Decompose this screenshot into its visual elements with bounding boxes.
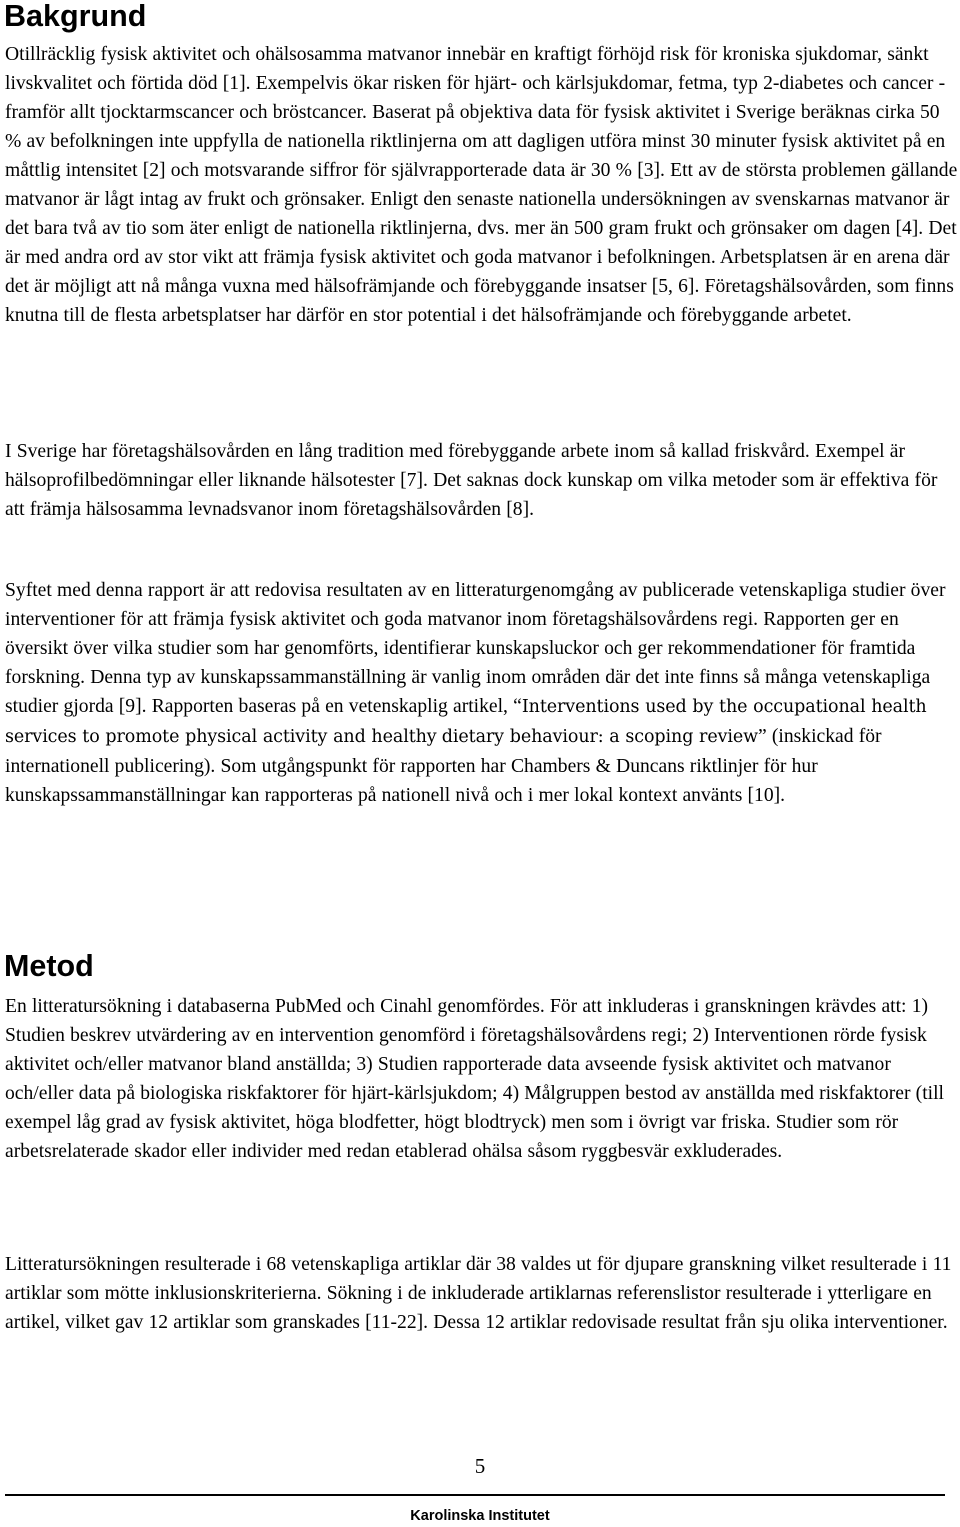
footer-divider — [5, 1494, 945, 1496]
background-paragraph-1: Otillräcklig fysisk aktivitet och ohälsosamma matvanor innebär en kraftigt förhöjd risk för kroniska sjukdomar, sänkt livskvalitet och förtida död [1]. Exempelvis ökar risken för hjärt- och kärlsjukdomar, fetma, typ 2-diabetes och cancer - framför allt tjocktarmscancer och bröstcancer. Baserat på objektiva data för fysisk aktivitet i Sverige beräknas cirka 50 % av befolkningen inte uppfylla de nationella riktlinjerna om att dagligen utföra minst 30 minuter fysisk aktivitet på en måttlig intensitet [2] och motsvarande siffror för självrapporterade data är 30 % [3]. Ett av de största problemen gällande matvanor är lågt intag av frukt och grönsaker. Enligt den senaste nationella undersökningen av svenskarnas matvanor är det bara två av tio som äter enligt de nationella riktlinjerna, dvs. mer än 500 gram frukt och grönsaker om dagen [4]. Det är med andra ord av stor vikt att främja fysisk aktivitet och goda matvanor i befolkningen. Arbetsplatsen är en arena där det är möjligt att nå många vuxna med hälsofrämjande och förebyggande insatser [5, 6]. Företagshälsovården, som finns knutna till de flesta arbetsplatser har därför en stor potential i det hälsofrämjande och förebyggande arbetet. — [5, 44, 958, 326]
background-paragraph-2: I Sverige har företagshälsovården en lång tradition med förebyggande arbete inom så kallad friskvård. Exempel är hälsoprofilbedömningar eller liknande hälsotester [7]. Det saknas dock kunskap om vilka metoder som är effektiva för att främja hälsosamma levnadsvanor inom företagshälsovården [8]. — [5, 441, 938, 520]
paragraph-text: Syftet med denna rapport är att redovisa resultaten av en litteraturgenomgång av publicerade vetenskapliga studier över interventioner för att främja fysisk aktivitet och goda matvanor inom företagshälsovårdens regi. Rapporten ger en översikt över vilka studier som har genomförts, identifierar kunskapsluckor och ger rekommendationer för framtida forskning. Denna typ av kunskapssammanställning är vanlig inom områden där det inte finns så många vetenskapliga studier gjorda [9]. Rapporten baseras på en vetenskaplig artikel, “ — [5, 580, 946, 717]
article-title-part-2: dietary behaviour: a scoping review — [441, 727, 759, 747]
heading-bakgrund: Bakgrund — [4, 0, 147, 33]
article-title-part-1: Interventions used by the occupational health services to promote physical activity and healthy — [5, 697, 927, 747]
page-number: 5 — [474, 1454, 486, 1478]
heading-metod: Metod — [4, 949, 94, 983]
paragraph-text: ” (inskickad för internationell publicering). Som utgångspunkt för rapporten har Chambers & Duncans riktlinjer för hur kunskapssammanställningar kan rapporteras på nationell nivå och i mer lokal kontext använts [10]. — [5, 726, 882, 806]
footer-institution: Karolinska Institutet — [410, 1508, 550, 1524]
method-paragraph-2: Litteratursökningen resulterade i 68 vetenskapliga artiklar där 38 valdes ut för djupare granskning vilket resulterade i 11 artiklar som mötte inklusionskriterierna. Sökning i de inkluderade artiklarnas referenslistor resulterade i ytterligare en artikel, vilket gav 12 artiklar som granskades [11-22]. Dessa 12 artiklar redovisade resultat från sju olika interventioner. — [5, 1254, 952, 1333]
background-paragraph-3 — [5, 576, 958, 810]
method-paragraph-1: En litteratursökning i databaserna PubMed och Cinahl genomfördes. För att inkluderas i granskningen krävdes att: 1) Studien beskrev utvärdering av en intervention genomförd i företagshälsovårdens regi; 2) Interventionen rörde fysisk aktivitet och/eller matvanor bland anställda; 3) Studien rapporterade data avseende fysisk aktivitet och matvanor och/eller data på biologiska riskfaktorer för hjärt-kärlsjukdom; 4) Målgruppen bestod av anställda med riskfaktorer (till exempel låg grad av fysisk aktivitet, höga blodfetter, högt blodtryck) men som i övrigt var friska. Studier som rör arbetsrelaterade skador eller individer med redan etablerad ohälsa såsom ryggbesvär exkluderades. — [5, 996, 944, 1162]
